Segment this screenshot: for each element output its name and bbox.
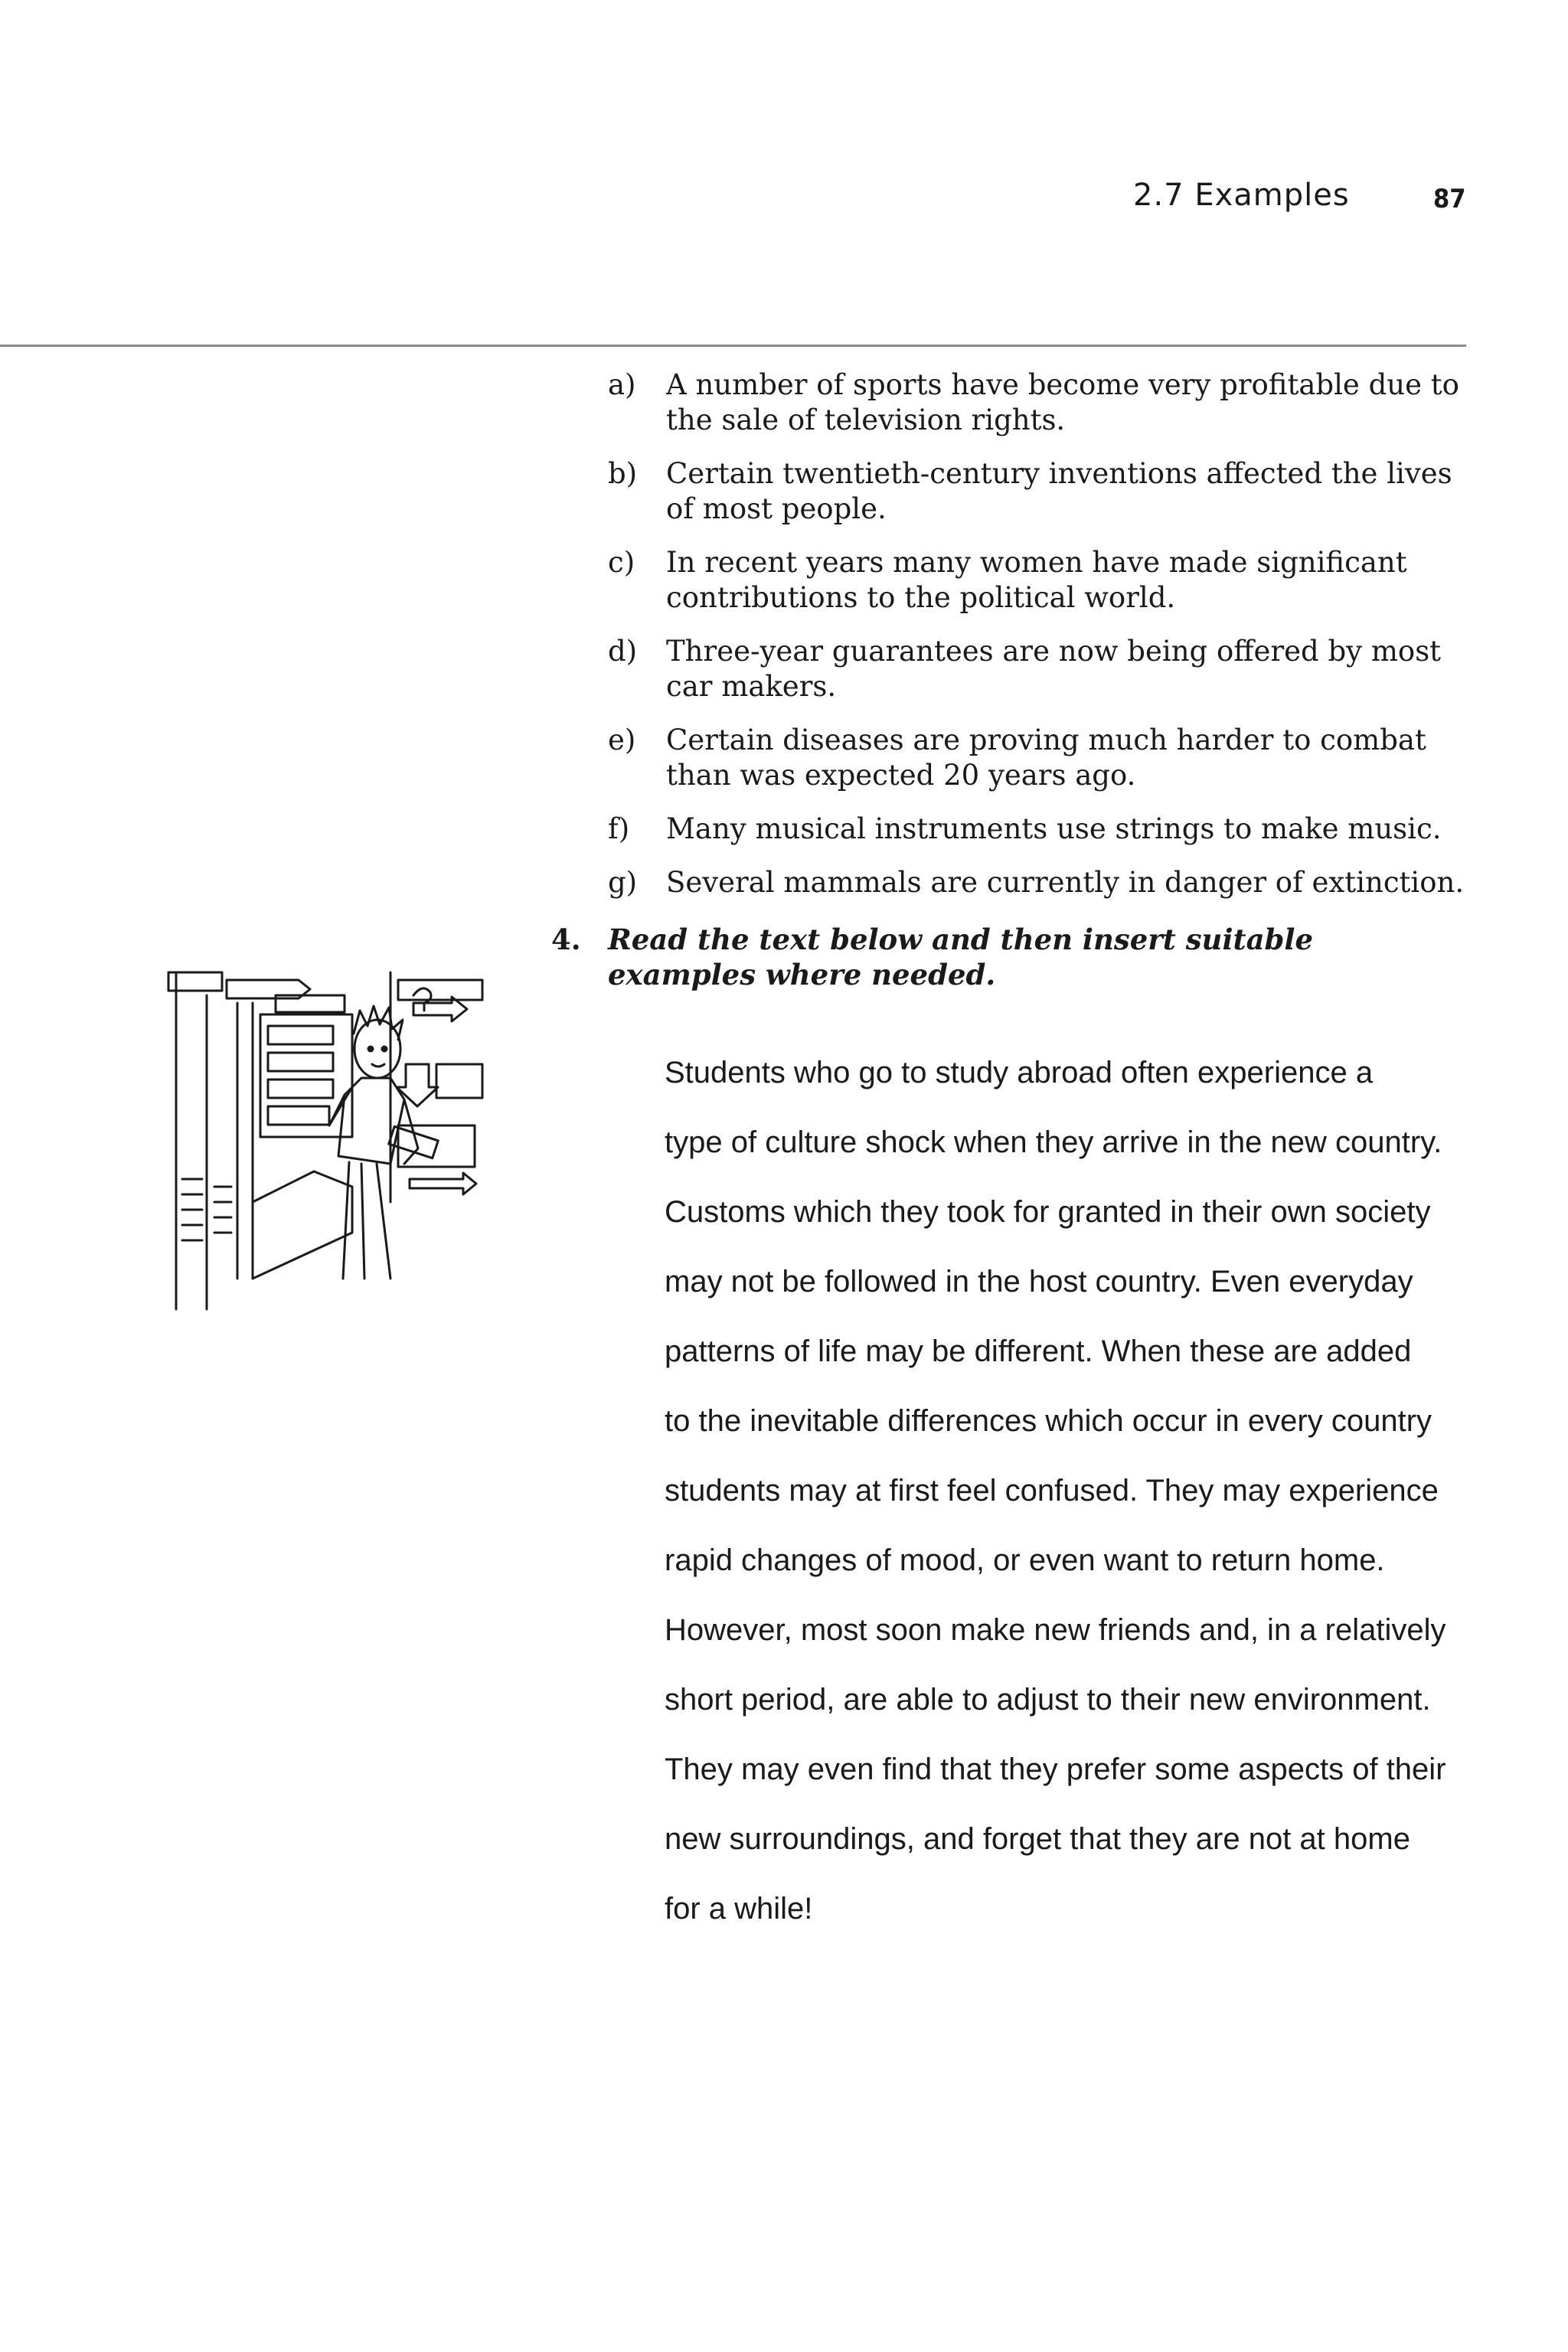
passage-line: to the inevitable differences which occur in every country: [665, 1404, 1432, 1438]
notice-card: [268, 1080, 333, 1098]
passage-line: Students who go to study abroad often experience a: [665, 1056, 1374, 1089]
passage-text: [665, 1038, 1476, 1944]
exercise-item: [599, 545, 1472, 616]
student-torso: [338, 1078, 404, 1164]
student-eye: [368, 1047, 373, 1051]
student-leg: [361, 1164, 364, 1279]
passage-line: students may at first feel confused. They may experience: [665, 1474, 1439, 1508]
passage-line: short period, are able to adjust to their new environment.: [665, 1683, 1431, 1717]
counter: [253, 1171, 352, 1279]
notice-board: [260, 1014, 352, 1137]
item-letter: d): [608, 635, 638, 668]
item-text: In recent years many women have made significant contributions to the political world.: [666, 546, 1407, 614]
passage-line: They may even find that they prefer some aspects of their: [665, 1753, 1446, 1786]
student-leg: [377, 1164, 390, 1279]
item-letter: f): [608, 812, 630, 845]
passage-line: rapid changes of mood, or even want to return home.: [665, 1544, 1385, 1577]
passage-line: new surroundings, and forget that they are not at home: [665, 1822, 1410, 1856]
passage-line: may not be followed in the host country. Even everyday: [665, 1265, 1413, 1298]
passage-line: However, most soon make new friends and, in a relatively: [665, 1613, 1446, 1647]
exercise-list: [599, 368, 1472, 919]
exercise-item: [599, 865, 1472, 900]
notice-card: [268, 1106, 329, 1125]
header-rule: [0, 345, 1466, 347]
passage-line: type of culture shock when they arrive in the new country.: [665, 1125, 1442, 1159]
exercise-item: [599, 723, 1472, 793]
item-text: Certain twentieth-century inventions affected the lives of most people.: [666, 457, 1452, 525]
running-head: 2.7 Examples: [1133, 178, 1350, 213]
passage-line: for a while!: [665, 1892, 813, 1926]
student-leg: [343, 1162, 349, 1279]
item-text: A number of sports have become very profitable due to the sale of television rights.: [666, 368, 1459, 436]
student-eye: [382, 1047, 387, 1051]
item-letter: c): [608, 546, 635, 579]
task-instruction: Read the text below and then insert suitable examples where needed.: [608, 923, 1314, 991]
arrow-sign: [410, 1173, 476, 1194]
exercise-item: [599, 456, 1472, 527]
item-text: Several mammals are currently in danger of extinction.: [666, 866, 1465, 899]
student-mouth: [372, 1064, 384, 1067]
item-letter: a): [608, 368, 636, 401]
item-text: Many musical instruments use strings to make music.: [666, 812, 1442, 845]
item-letter: g): [608, 866, 638, 899]
item-text: Three-year guarantees are now being offered by most car makers.: [666, 635, 1442, 703]
down-arrow-sign: [397, 1064, 438, 1106]
passage-line: patterns of life may be different. When these are added: [665, 1334, 1412, 1368]
exercise-item: [599, 634, 1472, 704]
item-letter: b): [608, 457, 638, 490]
page-number: 87: [1433, 184, 1466, 214]
signboard: [398, 980, 482, 1000]
exercise-item: [599, 368, 1472, 438]
item-text: Certain diseases are proving much harder to combat than was expected 20 years ago.: [666, 724, 1426, 792]
signboard: [436, 1064, 482, 1098]
task-number: 4.: [551, 923, 581, 956]
exercise-item: [599, 812, 1472, 847]
notice-card: [268, 1026, 333, 1044]
passage-line: Customs which they took for granted in their own society: [665, 1195, 1431, 1229]
item-letter: e): [608, 724, 636, 756]
student-illustration: [161, 949, 513, 1317]
student-hair: [354, 1006, 403, 1040]
notice-card: [268, 1053, 333, 1071]
task-heading: [551, 922, 1470, 992]
